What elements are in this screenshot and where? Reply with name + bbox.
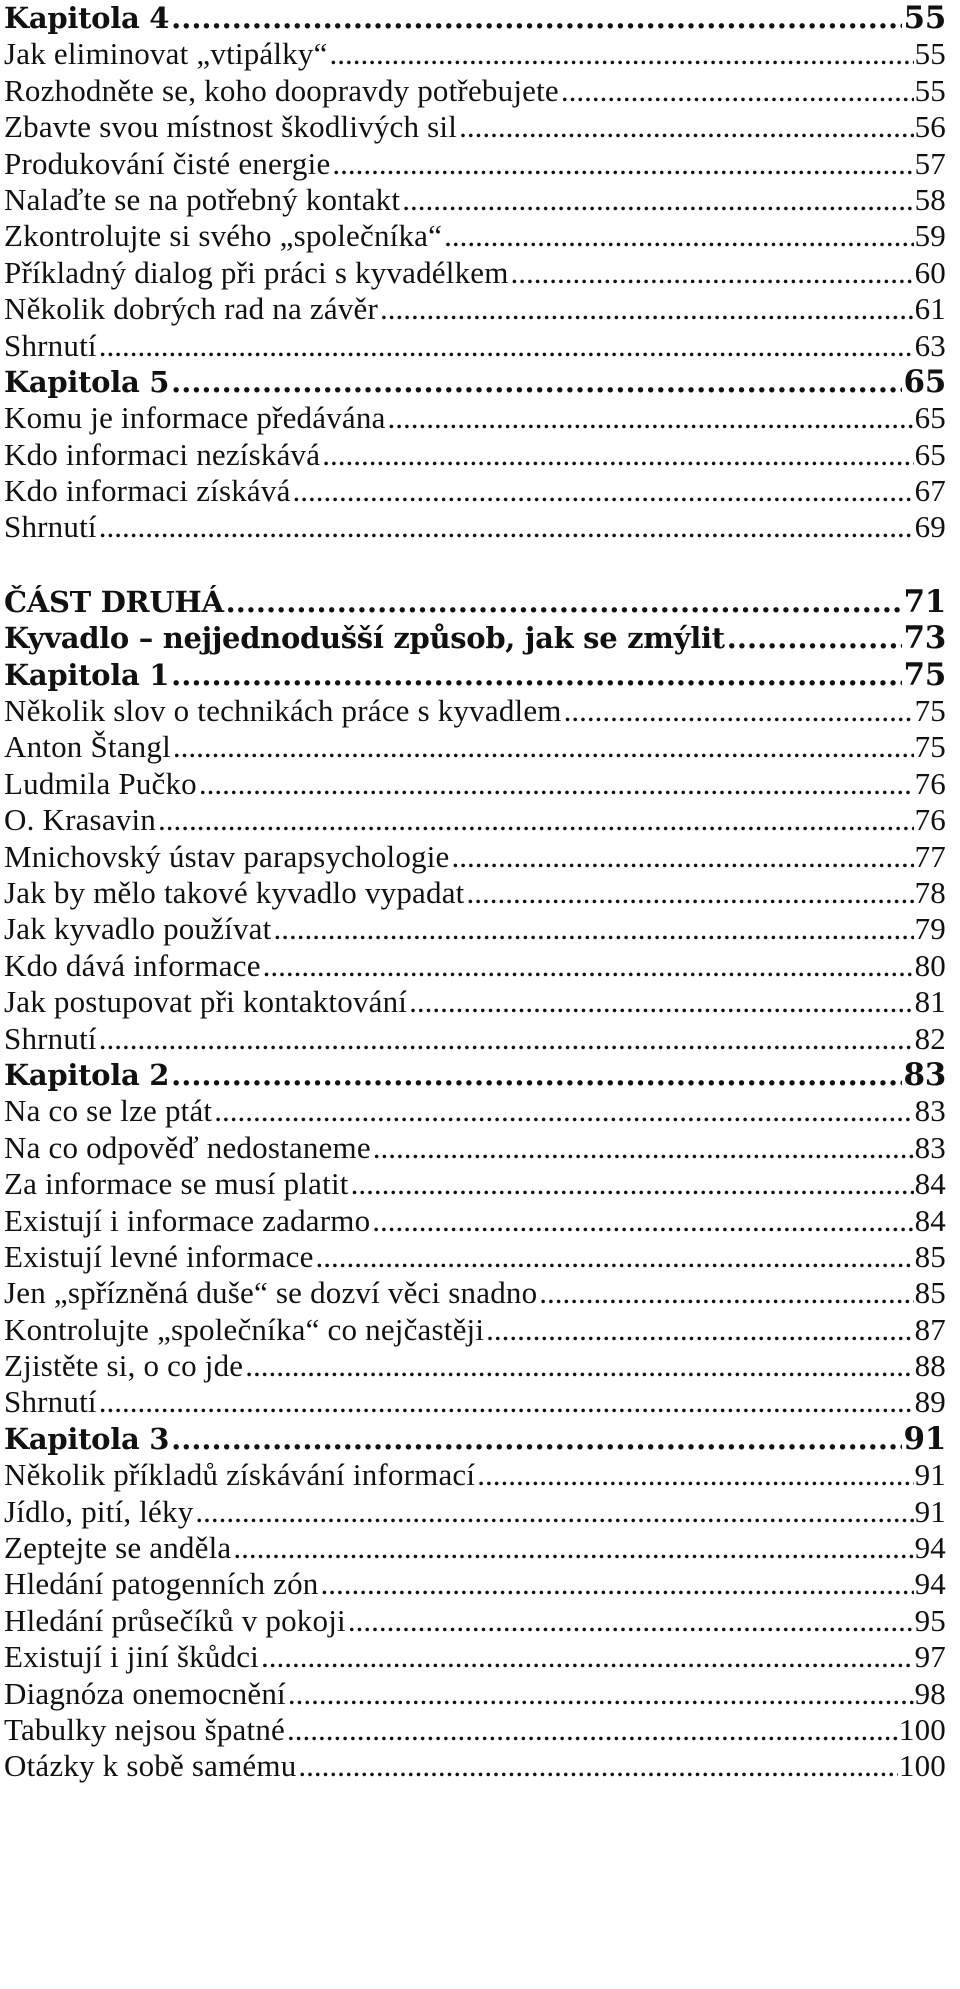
page-number: 65 [914,400,946,436]
entry-title: Jak kyvadlo používat [4,911,272,947]
toc-entry-row [4,328,946,364]
toc-entry-row [4,1348,946,1384]
toc-entry-row [4,1457,946,1493]
page-number: 98 [914,1675,946,1711]
page-number: 59 [914,218,946,254]
entry-title: Shrnutí [4,509,97,545]
dot-leader [99,1384,914,1420]
toc-entry-row [4,875,946,911]
page-number: 84 [914,1202,946,1238]
page-number: 87 [914,1311,946,1347]
dot-leader [287,1712,898,1748]
page-number: 81 [914,984,946,1020]
entry-title: Tabulky nejsou špatné [4,1711,285,1747]
dot-leader [372,1203,913,1239]
toc-entry-row [4,948,946,984]
entry-title: Na co se lze ptát [4,1093,213,1129]
section-gap [4,546,946,584]
page-number: 71 [903,583,946,620]
entry-title: Několik dobrých rad na závěr [4,291,378,327]
toc-entry-row [4,36,946,72]
dot-leader [263,948,914,984]
page-number: 91 [914,1457,946,1493]
entry-title: Existují i informace zadarmo [4,1202,371,1238]
entry-title: Anton Štangl [4,729,171,765]
toc-heading-row [4,364,946,400]
dot-leader [195,1494,913,1530]
dot-leader [564,693,914,729]
toc-entry-row [4,1639,946,1675]
dot-leader [477,1457,913,1493]
entry-title: Kapitola 2 [4,1057,170,1092]
toc-entry-row [4,1494,946,1530]
toc-entry-row [4,1676,946,1712]
toc-entry-row [4,1203,946,1239]
entry-title: Hledání patogenních zón [4,1566,319,1602]
toc-entry-row [4,146,946,182]
toc-entry-row [4,802,946,838]
toc-entry-row [4,1748,946,1784]
toc-entry-row [4,400,946,436]
toc-heading-row [4,1057,946,1093]
entry-title: Mnichovský ústav parapsychologie [4,838,450,874]
toc-entry-row [4,1566,946,1602]
dot-leader [99,328,914,364]
entry-title: Jak by mělo takové kyvadlo vypadat [4,874,465,910]
toc-entry-row [4,1021,946,1057]
entry-title: Diagnóza onemocnění [4,1675,286,1711]
dot-leader [99,1021,914,1057]
dot-leader [373,1130,914,1166]
entry-title: ČÁST DRUHÁ [4,584,224,619]
dot-leader [173,729,914,765]
entry-title: Komu je informace předávána [4,400,386,436]
page-number: 76 [914,802,946,838]
dot-leader [273,911,913,947]
entry-title: Kontrolujte „společníka“ co nejčastěji [4,1311,485,1347]
entry-title: Jen „spřízněná duše“ se dozví věci snadno [4,1275,538,1311]
dot-leader [293,473,914,509]
page-number: 89 [914,1384,946,1420]
page-number: 60 [914,254,946,290]
entry-title: Otázky k sobě samému [4,1748,297,1784]
toc-entry-row [4,1093,946,1129]
dot-leader [452,839,914,875]
entry-title: Kapitola 3 [4,1421,170,1456]
page-number: 76 [914,765,946,801]
entry-title: Shrnutí [4,1384,97,1420]
toc-entry-row [4,693,946,729]
toc-entry-row [4,911,946,947]
page-number: 100 [898,1748,946,1784]
page-number: 85 [914,1238,946,1274]
page-number: 83 [914,1093,946,1129]
page-number: 83 [914,1129,946,1165]
toc-entry-row [4,839,946,875]
toc-entry-row [4,182,946,218]
entry-title: Kdo informaci nezískává [4,436,321,472]
dot-leader [171,0,902,36]
entry-title: Zbavte svou místnost škodlivých sil [4,109,458,145]
page-number: 85 [914,1275,946,1311]
dot-leader [511,255,914,291]
toc-entry-row [4,218,946,254]
entry-title: Několik slov o technikách práce s kyvadlem [4,693,562,729]
dot-leader [261,1639,914,1675]
toc-entry-row [4,1275,946,1311]
toc-heading-row [4,1421,946,1457]
toc-entry-row [4,73,946,109]
entry-title: Příkladný dialog při práci s kyvadélkem [4,254,509,290]
toc-entry-row [4,437,946,473]
entry-title: Existují levné informace [4,1238,314,1274]
entry-title: O. Krasavin [4,802,156,838]
dot-leader [409,984,913,1020]
toc-heading-row [4,620,946,656]
page-number: 75 [903,656,946,693]
toc-entry-row [4,291,946,327]
entry-title: Kapitola 5 [4,364,170,399]
dot-leader [171,657,902,693]
dot-leader [233,1530,913,1566]
toc-entry-row [4,1166,946,1202]
entry-title: Jak eliminovat „vtipálky“ [4,36,328,72]
dot-leader [321,1566,914,1602]
page-number: 91 [914,1493,946,1529]
page-number: 94 [914,1566,946,1602]
entry-title: Jídlo, pití, léky [4,1493,194,1529]
page-number: 78 [914,874,946,910]
page-number: 100 [898,1711,946,1747]
page-number: 56 [914,109,946,145]
page-number: 82 [914,1020,946,1056]
toc-entry-row [4,1712,946,1748]
page-number: 95 [914,1602,946,1638]
page-number: 55 [903,0,946,36]
entry-title: Shrnutí [4,327,97,363]
page-number: 58 [914,181,946,217]
toc-heading-row [4,657,946,693]
page-number: 80 [914,947,946,983]
dot-leader [171,364,902,400]
dot-leader [380,291,914,327]
entry-title: Ludmila Pučko [4,765,197,801]
entry-title: Jak postupovat při kontaktování [4,984,408,1020]
entry-title: Zkontrolujte si svého „společníka“ [4,218,443,254]
page-number: 97 [914,1639,946,1675]
dot-leader [316,1239,914,1275]
page-number: 55 [914,72,946,108]
page-number: 57 [914,145,946,181]
page-number: 83 [903,1056,946,1093]
dot-leader [467,875,914,911]
dot-leader [539,1275,913,1311]
dot-leader [561,73,914,109]
entry-title: Kapitola 1 [4,657,170,692]
dot-leader [332,146,913,182]
toc-entry-row [4,509,946,545]
toc-entry-row [4,1239,946,1275]
dot-leader [99,509,914,545]
toc-entry-row [4,729,946,765]
dot-leader [171,1421,902,1457]
dot-leader [171,1057,902,1093]
dot-leader [245,1348,913,1384]
toc-entry-row [4,1603,946,1639]
toc-entry-row [4,1130,946,1166]
dot-leader [226,584,903,620]
dot-leader [199,766,914,802]
entry-title: Zjistěte si, o co jde [4,1348,244,1384]
entry-title: Kdo dává informace [4,947,261,983]
toc-entry-row [4,1384,946,1420]
entry-title: Kdo informaci získává [4,473,291,509]
page-number: 77 [914,838,946,874]
entry-title: Za informace se musí platit [4,1166,349,1202]
toc-entry-row [4,473,946,509]
toc-heading-row [4,0,946,36]
entry-title: Hledání průsečíků v pokoji [4,1602,346,1638]
entry-title: Kyvadlo – nejjednodušší způsob, jak se zmýlit [4,621,725,656]
dot-leader [330,36,914,72]
dot-leader [444,218,913,254]
page-number: 88 [914,1348,946,1384]
dot-leader [298,1748,897,1784]
page-number: 65 [903,363,946,400]
page-number: 69 [914,509,946,545]
entry-title: Několik příkladů získávání informací [4,1457,476,1493]
entry-title: Kapitola 4 [4,1,170,35]
entry-title: Na co odpověď nedostaneme [4,1129,371,1165]
entry-title: Produkování čisté energie [4,145,331,181]
toc-entry-row [4,1530,946,1566]
dot-leader [214,1093,913,1129]
entry-title: Rozhodněte se, koho doopravdy potřebujete [4,72,559,108]
page-number: 84 [914,1166,946,1202]
toc-entry-row [4,984,946,1020]
toc-heading-row [4,584,946,620]
page-number: 63 [914,327,946,363]
dot-leader [388,400,914,436]
toc-entry-row [4,766,946,802]
page-number: 75 [914,729,946,765]
entry-title: Existují i jiní škůdci [4,1639,259,1675]
dot-leader [486,1312,913,1348]
dot-leader [288,1676,914,1712]
entry-title: Zeptejte se anděla [4,1530,232,1566]
page-number: 94 [914,1530,946,1566]
toc-entry-row [4,255,946,291]
page-number: 65 [914,436,946,472]
dot-leader [158,802,914,838]
dot-leader [351,1166,914,1202]
toc-entry-row [4,1312,946,1348]
page-number: 67 [914,473,946,509]
entry-title: Shrnutí [4,1020,97,1056]
page-number: 91 [903,1420,946,1457]
page-number: 75 [914,693,946,729]
dot-leader [459,109,914,145]
dot-leader [402,182,913,218]
entry-title: Nalaďte se na potřebný kontakt [4,181,401,217]
page-number: 73 [903,620,946,657]
page-number: 79 [914,911,946,947]
dot-leader [322,437,913,473]
dot-leader [348,1603,914,1639]
page-number: 61 [914,291,946,327]
toc-entry-row [4,109,946,145]
page-number: 55 [914,36,946,72]
dot-leader [727,620,903,656]
